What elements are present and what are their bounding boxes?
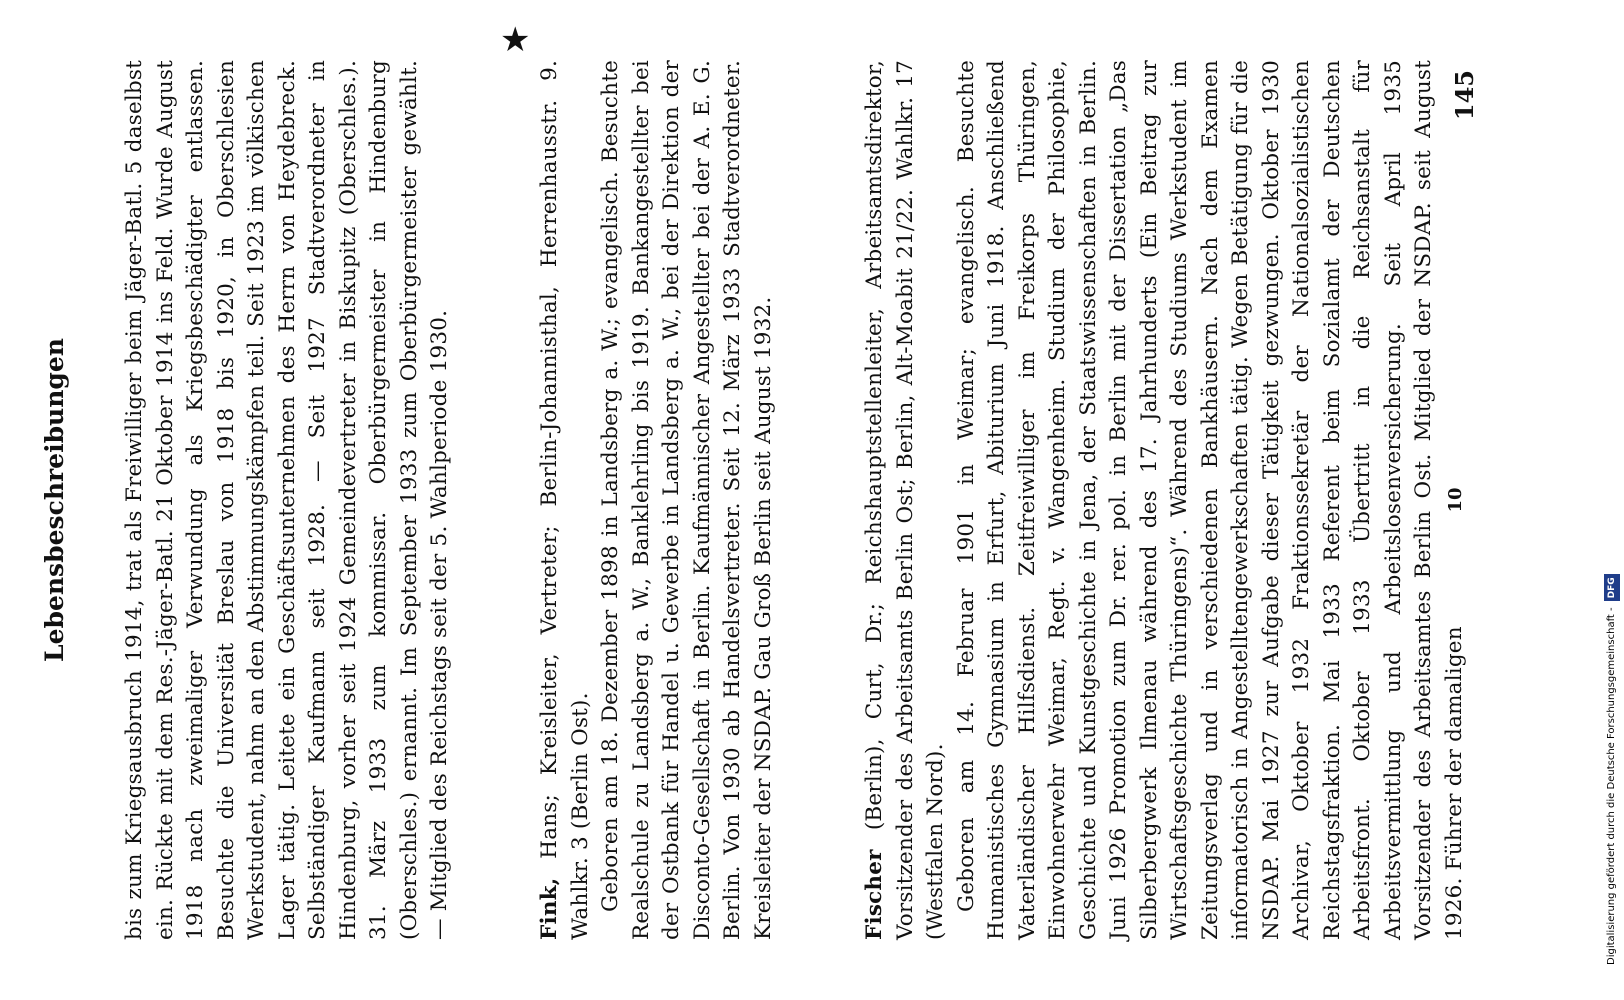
entry-fink [535,60,779,940]
funding-sidenote-text [1604,5,1620,965]
page-title: Lebensbeschreibungen [40,338,69,662]
page-body [40,60,1570,940]
star-icon: ★ [500,20,531,60]
entry-name-fischer: Fischer [862,849,887,940]
funding-sidenote [1600,0,1624,1000]
page-number: 145 [1450,70,1479,121]
dfg-logo: DFG [1604,574,1620,601]
entry-fischer [860,60,1470,940]
entry-body-fischer: Geboren am 14. Februar 1901 in Weimar; evangelisch. Besuchte Humanistisches Gymnasium in Erfurt, Abiturium Juni 1918. Anschließend Vaterländischer Hilfsdienst. Zeitfreiwilliger im Freikorps Thüringen, Einwohnerwehr Weimar, Regt. v. Wangenheim. Studium der Philosophie, Geschichte und Kunstgeschichte in Jena, der Staatswissenschaften in Berlin. Juni 1926 Promotion zum Dr. rer. pol. in Berlin mit der Dissertation „Das Silberbergwerk Ilmenau während des 17. Jahrhunderts (Ein Beitrag zur Wirtschaftsgeschichte Thüringens)“. Während des Studiums Werkstudent im Zeitungsverlag und in verschiedenen Bankhäusern. Nach dem Examen informatorisch in Angestelltengewerkschaften tätig. Wegen Betätigung für die NSDAP. Mai 1927 zur Aufgabe dieser Tätigkeit gezwungen. Oktober 1930 Archivar, Oktober 1932 Fraktionssekretär der Nationalsozialistischen Reichstagsfraktion. Mai 1933 Referent beim Sozialamt der Deutschen Arbeitsfront. Oktober 1933 Übertritt in die Reichsanstalt für Arbeitsvermittlung und Arbeitslosenversicherung. Seit April 1935 Vorsitzender des Arbeitsamtes Berlin Ost. Mitglied der NSDAP. seit August 1926. Führer der damaligen [953,60,1467,940]
sheet-number: 10 [1445,487,1466,513]
rotated-page-content [40,60,1570,940]
entry-name-fink: Fink, [537,877,562,940]
entry-continuation-text: bis zum Kriegsausbruch 1914, trat als Freiwilliger beim Jäger-Batl. 5 daselbst ein. Rückte mit dem Res.-Jäger-Batl. 21 Oktober 1914 ins Feld. Wurde August 1918 nach zweimaliger Verwundung als Kriegsbeschädigter entlassen. Besuchte die Universität Breslau von 1918 bis 1920, in Oberschlesien Werkstudent, nahm an den Abstimmungskämpfen teil. Seit 1923 im völkischen Lager tätig. Leitete ein Geschäftsunternehmen des Herrn von Heydebreck. Selbständiger Kaufmann seit 1928. — Seit 1927 Stadtverordneter in Hindenburg, vorher seit 1924 Gemeindevertreter in Biskupitz (Oberschles.). 31. März 1933 zum kommissar. Oberbürgermeister in Hindenburg (Oberschles.) ernannt. Im September 1933 zum Oberbürgermeister gewählt. — Mitglied des Reichstags seit der 5. Wahlperiode 1930. [122,60,452,940]
entry-head-fink: Hans; Kreisleiter, Vertreter; Berlin-Johannisthal, Herrenhausstr. 9. Wahlkr. 3 (Berlin Ost). [537,60,593,940]
entry-continuation [120,60,456,940]
entry-head-fischer: (Berlin), Curt, Dr.; Reichshauptstellenleiter, Arbeitsamtsdirektor, Vorsitzender des Arbeitsamts Berlin Ost; Berlin, Alt-Moabit 21/22. Wahlkr. 17 (Westfalen Nord). [862,60,948,940]
entry-body-fink: Geboren am 18. Dezember 1898 in Landsberg a. W.; evangelisch. Besuchte Realschule zu Landsberg a. W., Banklehrling bis 1919. Bankangestellter bei der Ostbank für Handel u. Gewerbe in Landsberg a. W., bei der Direktion der Disconto-Gesellschaft in Berlin. Kaufmännischer Angestellter bei der A. E. G. Berlin. Von 1930 ab Handelsvertreter. Seit 12. März 1933 Stadtverordneter. Kreisleiter der NSDAP. Gau Groß Berlin seit August 1932. [598,60,776,940]
funding-text: Digitalisierung gefördert durch die Deutsche Forschungsgemeinschaft - [1606,607,1617,965]
document-page [40,20,1570,940]
